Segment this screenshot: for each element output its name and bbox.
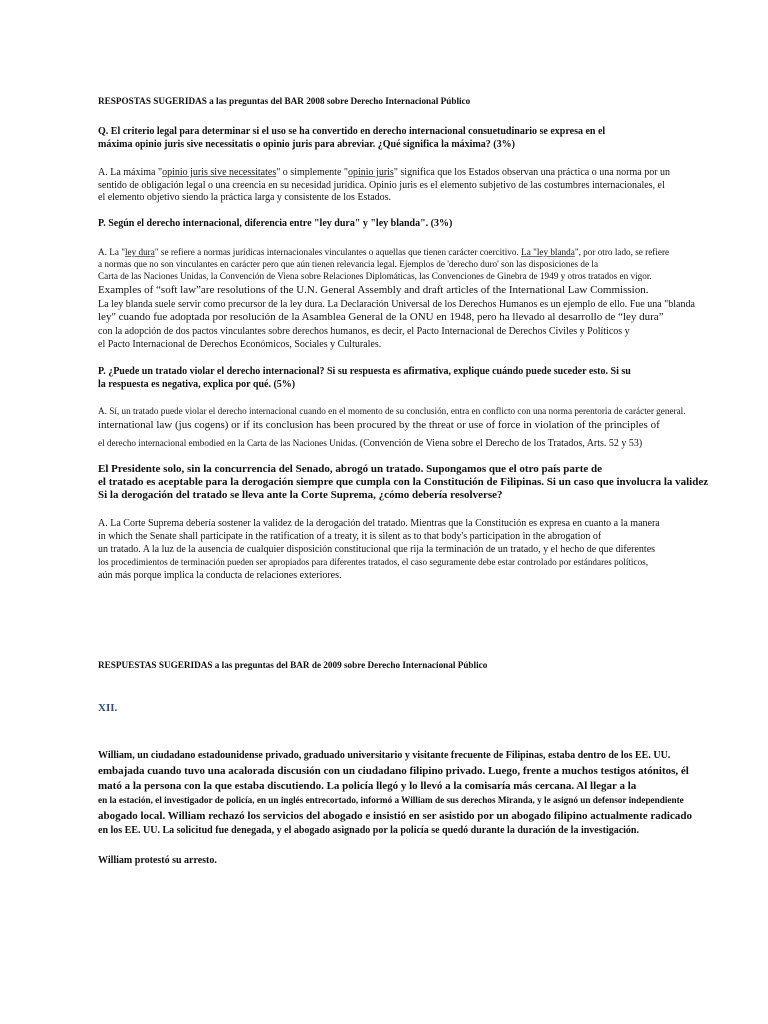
answer-3-line-3: el derecho internacional embodied en la Carta de las Naciones Unidas. (Convención de Viena sobre el Derecho de los Tratados, Arts. 52 y 53) [98,438,643,449]
answer-4-line-5: aún más porque implica la conducta de relaciones exteriores. [98,570,342,581]
question-3-line-1: P. ¿Puede un tratado violar el derecho internacional? Si su respuesta es afirmativa, explique cuándo puede suceder esto. Si su [98,366,631,377]
answer-4-line-2: in which the Senate shall participate in the ratification of a treaty, it is silent as to that body's participation in the abrogation of [98,531,602,542]
answer-3-line-1: A. Sí, un tratado puede violar el derecho internacional cuando en el momento de su conclusión, entra en conflicto con una norma perentoria de carácter general. [98,406,686,416]
paragraph-1-line-1: William, un ciudadano estadounidense privado, graduado universitario y visitante frecuente de Filipinas, estaba dentro de los EE. UU. [98,750,671,761]
answer-4-line-1: A. La Corte Suprema debería sostener la validez de la derogación del tratado. Mientras que la Constitución es expresa en cuanto a la manera [98,518,660,529]
section-title-2008: RESPOSTAS SUGERIDAS a las preguntas del BAR 2008 sobre Derecho Internacional Público [98,96,471,106]
question-2: P. Según el derecho internacional, diferencia entre "ley dura" y "ley blanda". (3%) [98,218,453,229]
question-4-line-1: El Presidente solo, sin la concurrencia del Senado, abrogó un tratado. Supongamos que el otro país parte de [98,463,603,475]
answer-2-line-1: A. La "ley dura" se refiere a normas jurídicas internacionales vinculantes o aquellas que tienen carácter coercitivo. La "ley blanda", por otro lado, se refiere [98,247,670,257]
answer-3-line-2: international law (jus cogens) or if its conclusion has been procured by the threat or use of force in violation of the principles of [98,419,660,431]
paragraph-1-line-6: en los EE. UU. La solicitud fue denegada, y el abogado asignado por la policía se quedó durante la duración de la investigación. [98,825,639,836]
answer-2-line-2: a normas que no son vinculantes en carácter pero que aún tienen relevancia legal. Ejemplos de 'derecho duro' son las disposiciones de la [98,259,599,269]
paragraph-2: William protestó su arresto. [98,855,217,866]
question-number-heading: XII. [98,702,118,714]
paragraph-1-line-5: abogado local. William rechazó los servicios del abogado e insistió en ser asistido por un abogado filipino actualmente radicado [98,810,692,822]
answer-1-line-3: el elemento objetivo siendo la práctica larga y consistente de los Estados. [98,192,392,203]
answer-2-line-7: con la adopción de dos pactos vinculantes sobre derechos humanos, es decir, el Pacto Internacional de Derechos Civiles y Políticos y [98,326,630,337]
answer-4-line-3: un tratado. A la luz de la ausencia de cualquier disposición constitucional que rija la terminación de un tratado, y el hecho de que diferentes [98,544,656,555]
question-1-line-1: Q. El criterio legal para determinar si el uso se ha convertido en derecho internacional consuetudinario se expresa en el [98,126,606,137]
paragraph-1-line-2: embajada cuando tuvo una acalorada discusión con un ciudadano filipino privado. Luego, frente a muchos testigos atónitos, él [98,765,689,777]
answer-1-line-1: A. La máxima "opinio juris sive necessitates" o simplemente "opinio juris" significa que los Estados observan una práctica o una norma por un [98,167,671,178]
opinio-juris-link[interactable]: opinio juris [347,167,394,178]
opinio-juris-full-link[interactable]: opinio juris sive necessitates [162,167,277,178]
question-3-line-2: la respuesta es negativa, explica por qué. (5%) [98,379,296,390]
question-4-line-2: el tratado es aceptable para la derogación siempre que cumpla con la Constitución de Filipinas. Si un caso que involucra la validez [98,476,709,488]
answer-2-line-5: La ley blanda suele servir como precursor de la ley dura. La Declaración Universal de los Derechos Humanos es un ejemplo de ello. Fue una "blanda [98,299,695,310]
answer-4-line-4: los procedimientos de terminación pueden ser apropiados para diferentes tratados, el caso seguramente debe estar controlado por estándares políticos, [98,557,649,567]
ley-blanda-link[interactable]: La "ley blanda [521,247,575,257]
answer-2-line-4: Examples of “soft law”are resolutions of the U.N. General Assembly and draft articles of the International Law Commission. [98,284,649,296]
answer-2-line-8: el Pacto Internacional de Derechos Económicos, Sociales y Culturales. [98,339,382,350]
question-1-line-2: máxima opinio juris sive necessitatis o opinio juris para abreviar. ¿Qué significa la máxima? (3%) [98,139,515,150]
paragraph-1-line-3: mató a la persona con la que estaba discutiendo. La policía llegó y lo llevó a la comisaría más cercana. Al llegar a la [98,780,637,792]
answer-2-line-6: ley" cuando fue adoptada por resolución de la Asamblea General de la ONU en 1948, pero ha llevado al desarrollo de “ley dura” [98,311,664,323]
ley-dura-link[interactable]: ley dura [124,247,155,257]
paragraph-1-line-4: en la estación, el investigador de policía, en un inglés entrecortado, informó a William de sus derechos Miranda, y le asignó un defensor independiente [98,795,684,805]
question-4-line-3: Si la derogación del tratado se lleva ante la Corte Suprema, ¿cómo debería resolverse? [98,489,503,501]
section-title-2009: RESPUESTAS SUGERIDAS a las preguntas del BAR de 2009 sobre Derecho Internacional Público [98,660,488,670]
answer-1-line-2: sentido de obligación legal o una creencia en su necesidad jurídica. Opinio juris es el elemento subjetivo de las costumbres internacionales, el [98,180,665,191]
answer-2-line-3: Carta de las Naciones Unidas, la Convención de Viena sobre Relaciones Diplomáticas, las Convenciones de Ginebra de 1949 y otros tratados en vigor. [98,271,652,281]
